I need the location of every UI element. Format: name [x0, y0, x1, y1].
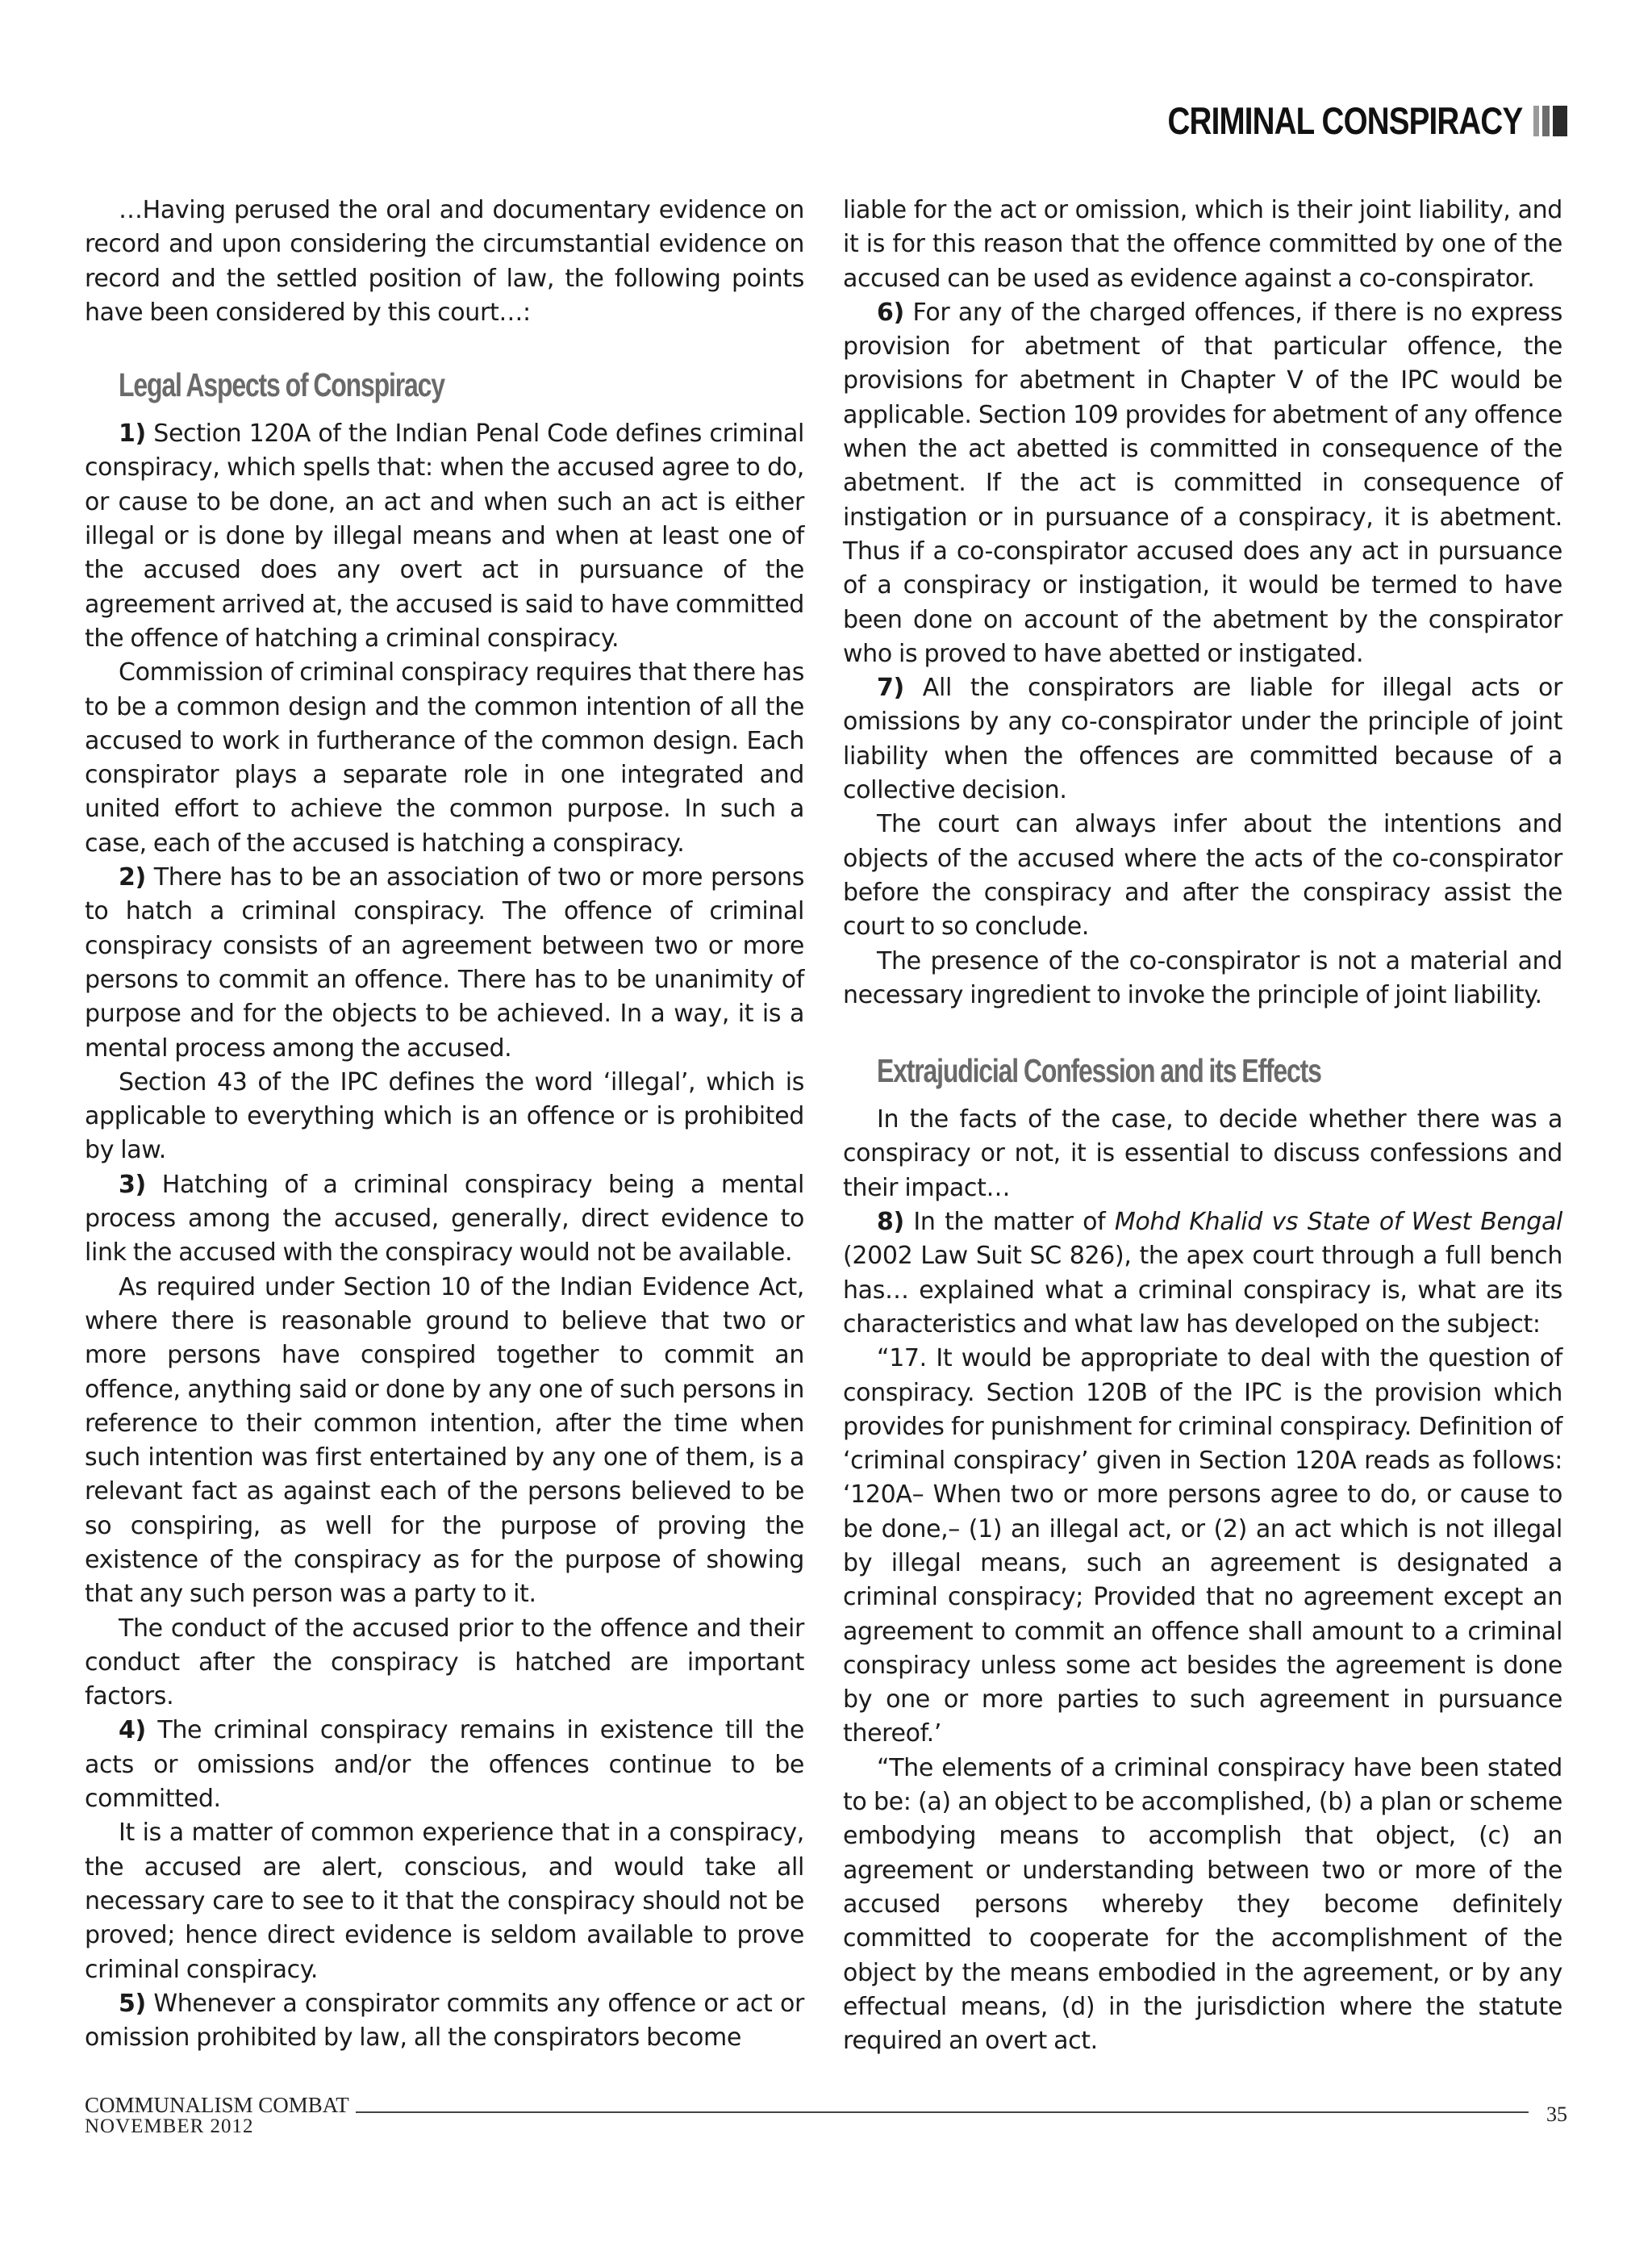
paragraph: The court can always infer about the intentions and objects of the accused where the acts of the co-conspirator before the conspiracy and after the conspiracy assist the court to so conclude. — [843, 810, 1562, 942]
footer-publication: COMMUNALISM COMBAT — [85, 2093, 356, 2118]
page-number: 35 — [1546, 2103, 1567, 2126]
point-6 — [843, 296, 1562, 671]
point-number: 3) — [119, 1170, 146, 1199]
right-column — [843, 194, 1562, 2058]
point-text: All the conspirators are liable for illegal acts or omissions by any co-conspirator under the principle of joint liability when the offences are committed because of a collective decision. — [843, 674, 1562, 805]
point-text: Section 120A of the Indian Penal Code defines criminal conspiracy, which spells that: when the accused agree to do, or cause to be done, an act and when such an act is either illegal or is done by illegal means and when at least one of the accused does any overt act in pursuance of the agreement arrived at, the accused is said to have committed the offence of hatching a criminal conspiracy. — [85, 420, 804, 653]
point-number: 7) — [877, 674, 904, 703]
point-2 — [85, 861, 804, 1066]
quote-paragraph: “17. It would be appropriate to deal with the question of conspiracy. Section 120B of the IPC is the provision which provides for punishment for criminal conspiracy. Definition of ‘criminal conspiracy’ given in Section 120A reads as follows: ‘120A– When two or more persons agree to do, or cause to be done,– (1) an illegal act, or (2) an act which is not illegal by illegal means, such an agreement is designated a criminal conspiracy; Provided that no agreement except an agreement to commit an offence shall amount to a criminal conspiracy unless some act besides the agreement is done by one or more parties to such agreement in pursuance thereof.’ — [843, 1344, 1562, 1748]
paragraph: Section 43 of the IPC defines the word ‘illegal’, which is applicable to everything which is an offence or is prohibited by law. — [85, 1067, 804, 1165]
running-header — [1090, 98, 1567, 143]
paragraph: The presence of the co-conspirator is not a material and necessary ingredient to invoke the principle of joint liability. — [843, 946, 1562, 1009]
point-text: Whenever a conspirator commits any offence or act or omission prohibited by law, all the conspirators become — [85, 1989, 804, 2053]
point-text: (2002 Law Suit SC 826), the apex court through a full bench has… explained what a criminal conspiracy is, what are its characteristics and what law has developed on the subject: — [843, 1242, 1562, 1338]
point-number: 5) — [119, 1989, 146, 2018]
header-bar-light — [1533, 106, 1539, 136]
header-bars-ornament — [1533, 106, 1567, 136]
point-text: For any of the charged offences, if there is no express provision for abetment of that particular offence, the provisions for abetment in Chapter V of the IPC would be applicable. Section 109 provides for abetment of any offence when the act abetted is committed in consequence of the abetment. If the act is committed in consequence of instigation or in pursuance of a conspiracy, it is abetment. Thus if a co-conspirator accused does any act in pursuance of a conspiracy or instigation, it would be termed to have been done on account of the abetment by the conspirator who is proved to have abetted or instigated. — [843, 298, 1562, 668]
header-bar-mid — [1542, 106, 1550, 136]
point-8 — [843, 1205, 1562, 1342]
case-name: Mohd Khalid vs State of West Bengal — [1114, 1208, 1562, 1237]
point-text: The criminal conspiracy remains in existence till the acts or omissions and/or the offences continue to be committed. — [85, 1716, 804, 1814]
continued-paragraph: liable for the act or omission, which is their joint liability, and it is for this reason that the offence committed by one of the accused can be used as evidence against a co-conspirator. — [843, 196, 1562, 293]
point-number: 4) — [119, 1716, 146, 1745]
footer-date: NOVEMBER 2012 — [85, 2115, 254, 2137]
point-number: 1) — [119, 420, 146, 449]
intro-paragraph: …Having perused the oral and documentary evidence on record and upon considering the circumstantial evidence on record and the settled position of law, the following points have been considered by this court…: — [85, 196, 804, 327]
point-text: In the matter of — [903, 1208, 1115, 1237]
paragraph: It is a matter of common experience that in a conspiracy, the accused are alert, conscious, and would take all necessary care to see to it that the conspiracy should not be proved; hence direct evidence is seldom available to prove criminal conspiracy. — [85, 1819, 804, 1984]
heading-extrajudicial-confession: Extrajudicial Confession and its Effects — [877, 1052, 1321, 1090]
quote-paragraph: “The elements of a criminal conspiracy have been stated to be: (a) an object to be accomplished, (b) a plan or scheme embodying means to accomplish that object, (c) an agreement or understanding between two or more of the accused persons whereby they become definitely committed to cooperate for the accomplishment of the object by the means embodied in the agreement, or by any effectual means, (d) in the jurisdiction where the statute required an overt act. — [843, 1753, 1562, 2056]
paragraph: In the facts of the case, to decide whether there was a conspiracy or not, it is essential to discuss confessions and their impact… — [843, 1105, 1562, 1202]
section-title: CRIMINAL CONSPIRACY — [1167, 99, 1522, 142]
point-3 — [85, 1168, 804, 1271]
point-1 — [85, 417, 804, 656]
point-text: Hatching of a criminal conspiracy being a mental process among the accused, generally, direct evidence to link the accused with the conspiracy would not be available. — [85, 1170, 804, 1267]
paragraph: As required under Section 10 of the Indian Evidence Act, where there is reasonable ground to believe that two or more persons have conspired together to commit an offence, anything said or done by any one of such persons in reference to their common intention, after the time when such intention was first entertained by any one of them, is a relevant fact as against each of the persons believed to be so conspiring, as well for the purpose of proving the existence of the conspiracy as for the purpose of showing that any such person was a party to it. — [85, 1272, 804, 1609]
paragraph: The conduct of the accused prior to the offence and their conduct after the conspiracy is hatched are important factors. — [85, 1614, 804, 1711]
point-number: 2) — [119, 863, 146, 892]
point-number: 8) — [877, 1208, 904, 1237]
point-7 — [843, 671, 1562, 808]
point-text: There has to be an association of two or more persons to hatch a criminal conspiracy. The offence of criminal conspiracy consists of an agreement between two or more persons to commit an offence. There has to be unanimity of purpose and for the objects to be achieved. In a way, it is a mental process among the accused. — [85, 863, 804, 1063]
heading-legal-aspects: Legal Aspects of Conspiracy — [119, 366, 444, 404]
point-5 — [85, 1987, 804, 2056]
point-number: 6) — [877, 298, 904, 327]
header-bar-dark — [1553, 106, 1567, 136]
point-4 — [85, 1714, 804, 1816]
left-column — [85, 194, 804, 2055]
paragraph: Commission of criminal conspiracy requires that there has to be a common design and the common intention of all the accused to work in furtherance of the common design. Each conspirator plays a separate role in one integrated and united effort to achieve the common purpose. In such a case, each of the accused is hatching a conspiracy. — [85, 658, 804, 858]
